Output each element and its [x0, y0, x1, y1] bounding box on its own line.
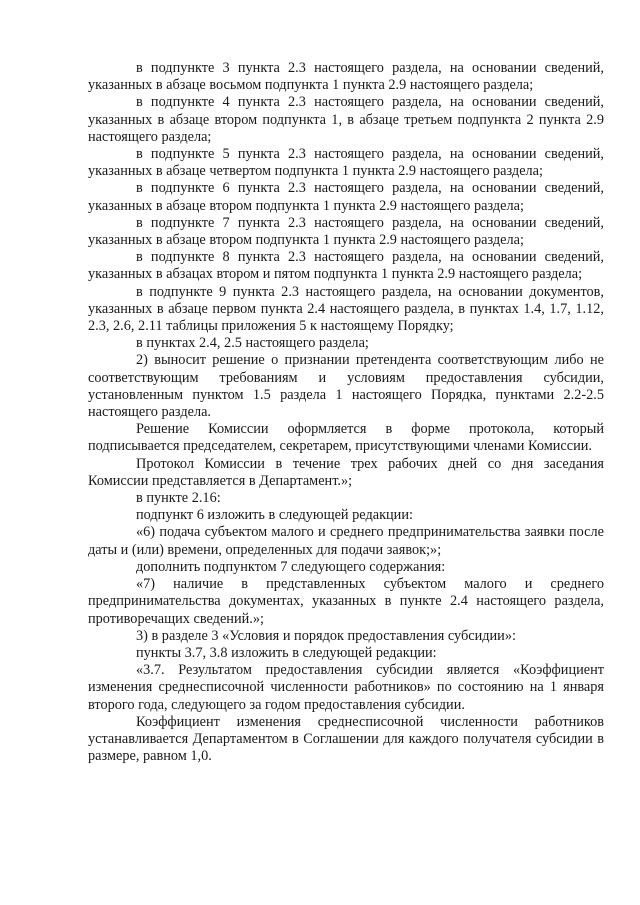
paragraph: в подпункте 9 пункта 2.3 настоящего раздела, на основании документов, указанных в абзаце первом пункта 2.4 настоящего раздела, в пунктах 1.4, 1.7, 1.12, 2.3, 2.6, 2.11 таблицы приложения 5 к настоящему Порядку; — [88, 283, 604, 335]
paragraph: Протокол Комиссии в течение трех рабочих дней со дня заседания Комиссии представляется в Департамент.»; — [88, 455, 604, 489]
paragraph: подпункт 6 изложить в следующей редакции: — [136, 507, 413, 524]
paragraph: Коэффициент изменения среднесписочной численности работников устанавливается Департаментом в Соглашении для каждого получателя субсидии в размере, равном 1,0. — [88, 713, 604, 765]
paragraph: дополнить подпунктом 7 следующего содержания: — [136, 558, 446, 575]
paragraph: в пункте 2.16: — [136, 490, 221, 507]
paragraph: в подпункте 5 пункта 2.3 настоящего раздела, на основании сведений, указанных в абзаце четвертом подпункта 1 пункта 2.9 настоящего раздела; — [88, 146, 604, 180]
paragraph: в подпункте 4 пункта 2.3 настоящего раздела, на основании сведений, указанных в абзаце втором подпункта 1, в абзаце третьем подпункта 2 пункта 2.9 настоящего раздела; — [88, 94, 604, 145]
paragraph: в подпункте 3 пункта 2.3 настоящего раздела, на основании сведений, указанных в абзаце восьмом подпункта 1 пункта 2.9 настоящего раздела; — [88, 60, 604, 94]
document-page — [88, 60, 604, 765]
paragraph: «3.7. Результатом предоставления субсидии является «Коэффициент изменения среднесписочной численности работников» по состоянию на 1 января второго года, следующего за годом предоставления субсидии. — [88, 662, 604, 713]
paragraph: 3) в разделе 3 «Условия и порядок предоставления субсидии»: — [136, 627, 516, 644]
paragraph: «6) подача субъектом малого и среднего предпринимательства заявки после даты и (или) времени, определенных для подачи заявок;»; — [88, 524, 604, 558]
paragraph: Решение Комиссии оформляется в форме протокола, который подписывается председателем, секретарем, присутствующими членами Комиссии. — [88, 421, 604, 455]
paragraph: «7) наличие в представленных субъектом малого и среднего предпринимательства документах, указанных в пункте 2.4 настоящего раздела, противоречащих сведений.»; — [88, 576, 604, 627]
paragraph: в подпункте 8 пункта 2.3 настоящего раздела, на основании сведений, указанных в абзацах втором и пятом подпункта 1 пункта 2.9 настоящего раздела; — [88, 249, 604, 283]
paragraph: в пунктах 2.4, 2.5 настоящего раздела; — [136, 335, 369, 352]
paragraph: в подпункте 6 пункта 2.3 настоящего раздела, на основании сведений, указанных в абзаце втором подпункта 1 пункта 2.9 настоящего раздела; — [88, 180, 604, 214]
paragraph: 2) выносит решение о признании претендента соответствующим либо не соответствующим требованиям и условиям предоставления субсидии, установленным пунктом 1.5 раздела 1 настоящего Порядка, пунктами 2.2-2.5 настоящего раздела. — [88, 352, 604, 421]
paragraph: в подпункте 7 пункта 2.3 настоящего раздела, на основании сведений, указанных в абзаце втором подпункта 1 пункта 2.9 настоящего раздела; — [88, 214, 604, 249]
paragraph: пункты 3.7, 3.8 изложить в следующей редакции: — [136, 644, 437, 661]
